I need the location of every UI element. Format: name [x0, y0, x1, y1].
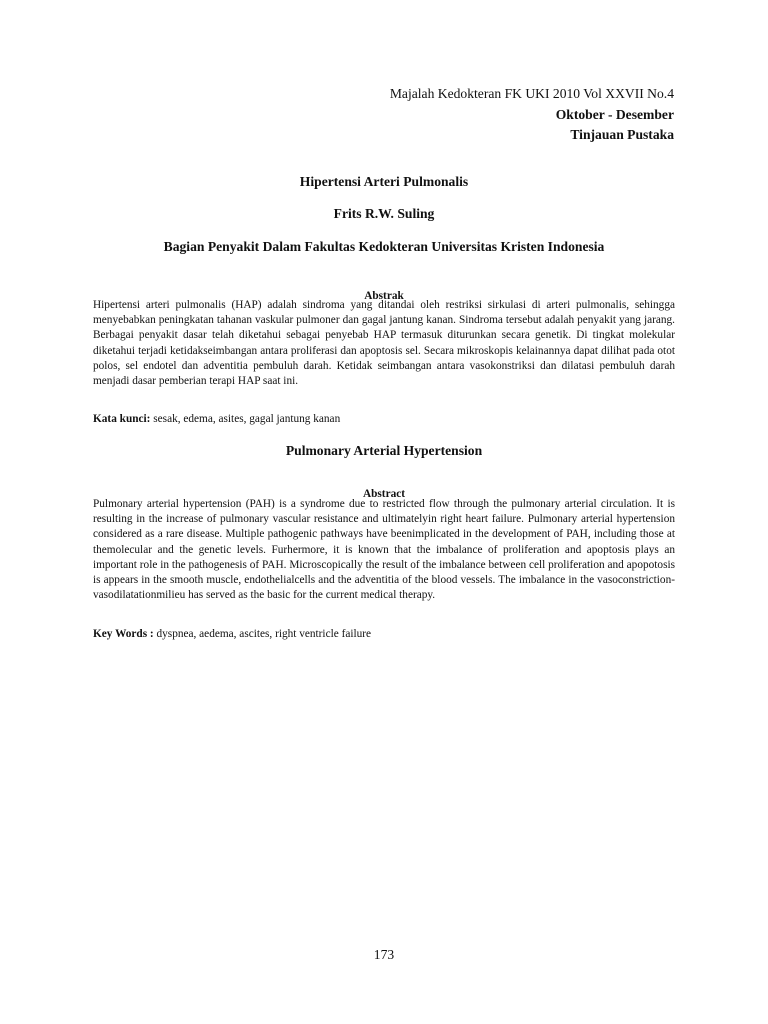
key-words [93, 627, 675, 642]
author-affiliation: Bagian Penyakit Dalam Fakultas Kedokteran Universitas Kristen Indonesia [163, 239, 605, 254]
journal-header [114, 84, 674, 146]
abstrak-body: Hipertensi arteri pulmonalis (HAP) adalah sindroma yang ditandai oleh restriksi sirkulasi di arteri pulmonalis, sehingga menyebabkan peningkatan tahanan vaskular pulmoner dan gagal jantung kanan. Sindroma tersebut adalah penyakit yang jarang. Berbagai penyakit dasar telah diketahui sebagai penyebab HAP termasuk diturunkan secara genetik. Di tingkat molekular diketahui terjadi ketidakseimbangan antara proliferasi dan apoptosis sel. Secara mikroskopis kelainannya dapat dilihat pada otot polos, sel endotel dan adventitia pembuluh darah. Ketidak seimbangan antara vasokonstriksi dan dilatasi pembuluh darah menjadi dasar pemberian terapi HAP saat ini. [93, 299, 675, 388]
issue-period: Oktober - Desember [555, 106, 674, 122]
kata-kunci-label: Kata kunci: [93, 413, 151, 425]
article-section: Tinjauan Pustaka [570, 127, 674, 142]
kata-kunci-terms: sesak, edema, asites, gagal jantung kanan [150, 413, 341, 425]
journal-citation: Majalah Kedokteran FK UKI 2010 Vol XXVII No.4 [389, 86, 674, 101]
article-title-english: Pulmonary Arterial Hypertension [285, 443, 483, 458]
page-number: 173 [373, 947, 395, 962]
abstract-heading: Abstract [362, 488, 406, 500]
abstract-body: Pulmonary arterial hypertension (PAH) is a syndrome due to restricted flow through the pulmonary arterial circulation. It is resulting in the increase of pulmonary vascular resistance and ultimatelyin right heart failure. Pulmonary arterial hypertension considered as a rare disease. Multiple pathogenic pathways have beenimplicated in the development of PAH, including those at themolecular and the genetic levels. Furhermore, it is known that the imbalance of proliferation and apoptosis plays an important role in the pathogenesis of PAH. Microscopically the result of the imbalance between cell proliferation and apopotosis is appears in the smooth muscle, endothelialcells and the adventitia of the blood vessels. The imbalance in the vasoconstriction-vasodilatationmilieu has served as the basic for the current medical therapy. [93, 498, 675, 602]
key-words-label: Key Words : [93, 628, 154, 640]
article-title-indonesian: Hipertensi Arteri Pulmonalis [299, 174, 469, 189]
kata-kunci [93, 412, 675, 427]
abstrak-heading: Abstrak [364, 290, 404, 302]
author-name: Frits R.W. Suling [333, 206, 435, 221]
key-words-terms: dyspnea, aedema, ascites, right ventricle failure [153, 628, 372, 640]
